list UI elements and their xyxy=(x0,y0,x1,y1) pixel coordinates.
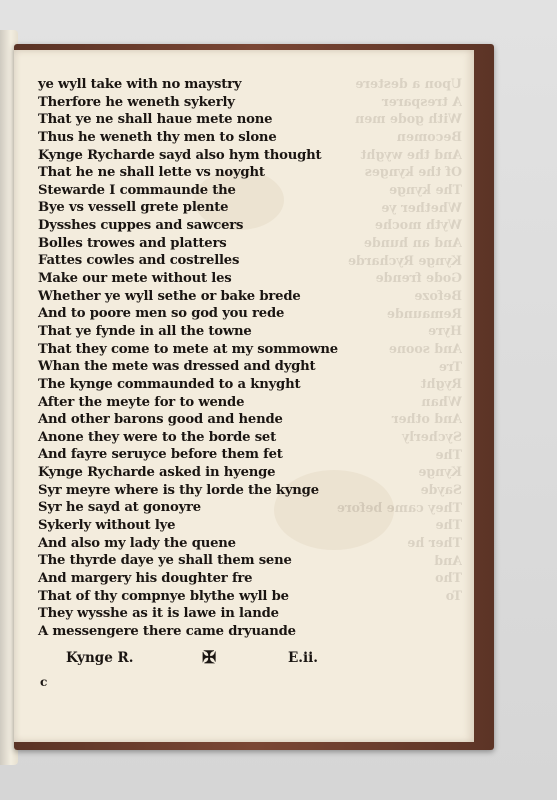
verse-line: Bolles trowes and platters xyxy=(38,235,227,251)
verse-line: Whan the mete was dressed and dyght xyxy=(38,359,316,375)
verse-line: That ye fynde in all the towne xyxy=(38,323,252,339)
catchword: Kynge R. xyxy=(66,650,134,666)
show-through-line: Whether ye xyxy=(381,199,462,215)
show-through-line: The kynge xyxy=(389,181,462,197)
verse-line: Fattes cowles and costrelles xyxy=(38,253,240,269)
show-through-line: And the wyght xyxy=(360,146,462,162)
verse-line: They wysshe as it is lawe in lande xyxy=(38,606,279,622)
verse-line: Sykerly without lye xyxy=(38,518,176,534)
verse-line: That they come to mete at my sommowne xyxy=(38,341,338,357)
verse-line: And fayre seruyce before them fet xyxy=(38,447,283,463)
verse-line: That of thy compnye blythe wyll be xyxy=(38,588,289,604)
verse-line: A messengere there came dryuande xyxy=(38,623,296,639)
verse-line: And other barons good and hende xyxy=(38,412,283,428)
show-through-line: Remaunde xyxy=(386,305,462,321)
show-through-line: A tresparer xyxy=(382,93,462,109)
verse-line: Stewarde I commaunde the xyxy=(38,182,236,198)
show-through-line: Becomen xyxy=(396,128,462,144)
show-through-line: They came before xyxy=(336,499,462,515)
show-through-line: The xyxy=(435,446,462,462)
show-through-line: And an hunde xyxy=(363,234,462,250)
verse-line: Anone they were to the borde set xyxy=(38,429,276,445)
verse-line: The thyrde daye ye shall them sene xyxy=(38,553,292,569)
verse-line: Thus he weneth thy men to slone xyxy=(38,129,277,145)
show-through-line: With gode men xyxy=(355,111,462,127)
verse-line: Kynge Rycharde sayd also hym thought xyxy=(38,147,322,163)
verse-line: And margery his doughter fre xyxy=(38,570,253,586)
verse-line: Syr he sayd at gonoyre xyxy=(38,500,201,516)
verse-line: Whether ye wyll sethe or bake brede xyxy=(38,288,301,304)
show-through-line: Kynge xyxy=(418,464,462,480)
show-through-line: Upon a destere xyxy=(355,76,462,91)
verse-line: And to poore men so god you rede xyxy=(38,306,285,322)
verse-line: Dysshes cuppes and sawcers xyxy=(38,218,244,234)
show-through-line: And other xyxy=(391,411,462,427)
show-through-line: Hyre xyxy=(428,323,462,339)
show-through-line: Wyth moche xyxy=(374,217,462,233)
verse-line: Syr meyre where is thy lorde the kynge xyxy=(38,482,319,498)
cross-ornament-icon: ✠ xyxy=(202,648,217,668)
margin-mark: c xyxy=(40,675,48,689)
verse-line: The kynge commaunded to a knyght xyxy=(38,376,301,392)
verse-line: That he ne shall lette vs noyght xyxy=(38,165,265,181)
verse-line: Bye vs vessell grete plente xyxy=(38,200,229,216)
verse-line: Make our mete without les xyxy=(38,271,232,287)
verse-line: That ye ne shall haue mete none xyxy=(38,112,273,128)
show-through-line: Ther he xyxy=(407,535,462,551)
show-through-line: Kynge Rycharde xyxy=(347,252,462,268)
show-through-line: And soone xyxy=(388,340,462,356)
show-through-line: Sycherly xyxy=(402,429,462,445)
verse-line: After the meyte for to wende xyxy=(38,394,245,410)
show-through-line: Tre xyxy=(438,358,462,374)
verse-line: Kynge Rycharde asked in hyenge xyxy=(38,465,276,481)
show-through-line: And xyxy=(434,552,462,568)
verse-line: And also my lady the quene xyxy=(38,535,236,551)
signature-mark: E.ii. xyxy=(288,650,318,666)
page-footer xyxy=(38,650,338,672)
show-through-line: Ryght xyxy=(420,376,462,392)
verse-line: ye wyll take with no maystry xyxy=(38,77,242,92)
show-through-line: To xyxy=(445,588,462,604)
show-through-line: Whan xyxy=(421,393,462,409)
show-through-line: The xyxy=(435,517,462,533)
verse-line: Therfore he weneth sykerly xyxy=(38,94,235,110)
show-through-line: Of the kynges xyxy=(364,164,462,180)
show-through-line: Sayde xyxy=(420,482,462,498)
show-through-line: Tho xyxy=(435,570,462,586)
show-through-line: Befoze xyxy=(414,287,462,303)
verse-block xyxy=(38,76,338,641)
show-through-line: Gode frende xyxy=(375,270,462,286)
